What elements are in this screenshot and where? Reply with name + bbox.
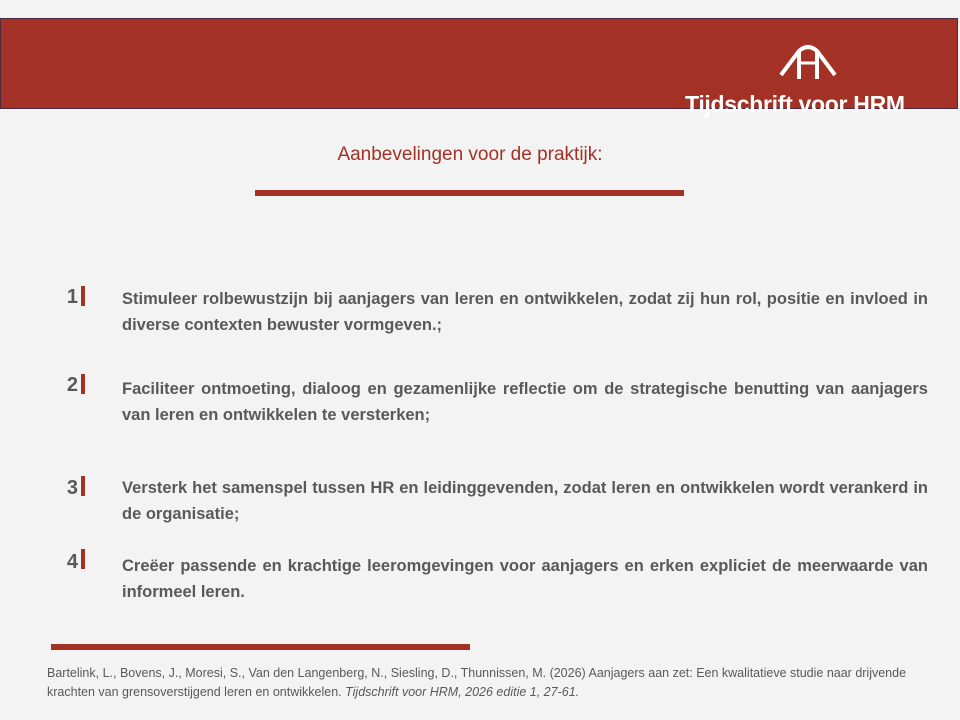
header-banner xyxy=(0,18,958,117)
item-text: Faciliteer ontmoeting, dialoog en gezamenlijke reflectie om de strategische benutting van aanjagers van leren en ontwikkelen te versterken; xyxy=(122,380,928,424)
item-number: 2 xyxy=(66,374,78,396)
citation xyxy=(47,664,947,702)
bridge-logo-icon xyxy=(777,41,839,81)
item-marker xyxy=(81,476,85,496)
item-number: 1 xyxy=(66,286,78,308)
title-divider xyxy=(255,190,684,196)
item-text: Creëer passende en krachtige leeromgevingen voor aanjagers en erken expliciet de meerwaarde van informeel leren. xyxy=(122,557,928,601)
brand-name: Tijdschrift voor HRM xyxy=(685,91,905,117)
item-text: Stimuleer rolbewustzijn bij aanjagers van leren en ontwikkelen, zodat zij hun rol, positie en invloed in diverse contexten bewuster vormgeven.; xyxy=(122,290,928,334)
footer-divider xyxy=(51,644,470,650)
item-marker xyxy=(81,374,85,394)
item-marker xyxy=(81,286,85,306)
item-marker xyxy=(81,549,85,569)
citation-source: Tijdschrift voor HRM, 2026 editie 1, 27-61. xyxy=(345,685,580,699)
item-text: Versterk het samenspel tussen HR en leidinggevenden, zodat leren en ontwikkelen wordt verankerd in de organisatie; xyxy=(122,479,928,523)
page-title: Aanbevelingen voor de praktijk: xyxy=(337,144,603,165)
citation-main: Bartelink, L., Bovens, J., Moresi, S., Van den Langenberg, N., Siesling, D., Thunnissen, M. (2026) Aanjagers aan zet: Een kwalitatieve studie naar drijvende krachten van grensoverstijgend leren en ontwikkelen. xyxy=(47,666,907,699)
item-number: 3 xyxy=(66,477,78,499)
item-number: 4 xyxy=(66,551,78,573)
